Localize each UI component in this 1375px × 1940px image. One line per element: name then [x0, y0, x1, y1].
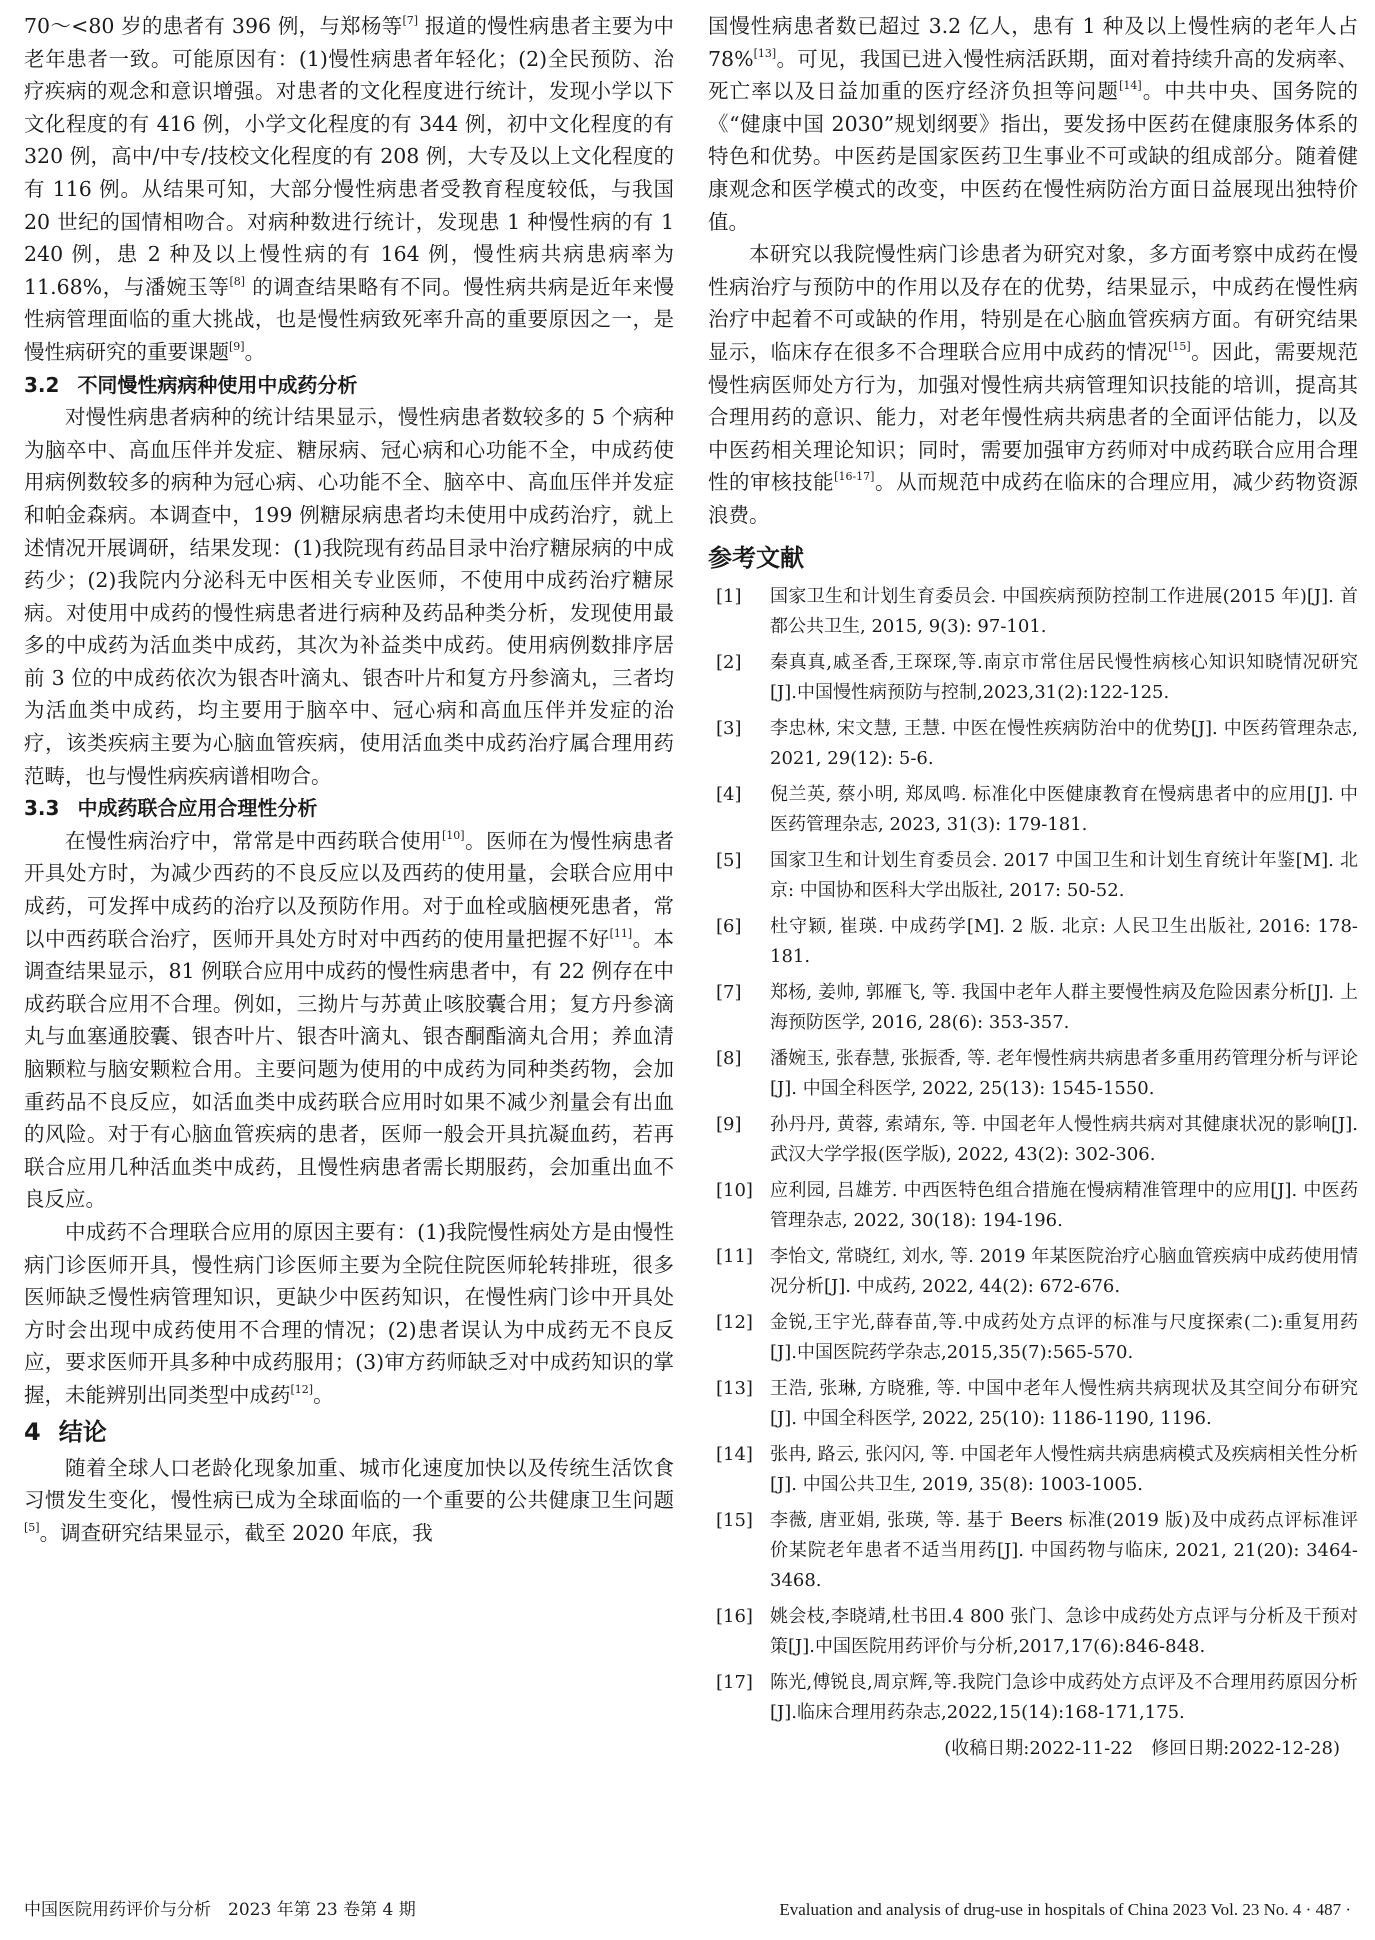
reference-text: 倪兰英, 蔡小明, 郑凤鸣. 标准化中医健康教育在慢病患者中的应用[J]. 中医药管理杂志, 2023, 31(3): 179-181. — [770, 783, 1358, 835]
citation-marker: [12] — [290, 1382, 314, 1396]
reference-number: [16] — [716, 1605, 753, 1627]
reference-text: 姚会枝,李晓靖,杜书田.4 800 张门、急诊中成药处方点评与分析及干预对策[J].中国医院用药评价与分析,2017,17(6):846-848. — [770, 1605, 1358, 1657]
section-number: 3.2 — [24, 372, 60, 397]
reference-item — [708, 1044, 1358, 1104]
reference-text: 李怡文, 常晓红, 刘水, 等. 2019 年某医院治疗心脑血管疾病中成药使用情况分析[J]. 中成药, 2022, 44(2): 672-676. — [770, 1245, 1358, 1297]
section-heading-4 — [24, 1412, 674, 1452]
reference-number: [6] — [716, 915, 742, 937]
reference-text: 郑杨, 姜帅, 郭雁飞, 等. 我国中老年人群主要慢性病及危险因素分析[J]. 上海预防医学, 2016, 28(6): 353-357. — [770, 981, 1358, 1033]
citation-marker: [13] — [753, 46, 777, 60]
reference-text: 王浩, 张琳, 方晓雅, 等. 中国中老年人慢性病共病现状及其空间分布研究[J]. 中国全科医学, 2022, 25(10): 1186-1190, 1196. — [770, 1377, 1358, 1429]
intro-paragraph: 70～<80 岁的患者有 396 例，与郑杨等[7] 报道的慢性病患者主要为中老年患者一致。可能原因有：(1)慢性病患者年轻化；(2)全民预防、治疗疾病的观念和意识增强。对患者的文化程度进行统计，发现小学以下文化程度的有 416 例，小学文化程度的有 344 例，初中文化程度的有 320 例，高中/中专/技校文化程度的有 208 例，大专及以上文化程度的有 116 例。从结果可知，大部分慢性病患者受教育程度较低，与我国 20 世纪的国情相吻合。对病种数进行统计，发现患 1 种慢性病的有 1 240 例，患 2 种及以上慢性病的有 164 例，慢性病共病患病率为 11.68%，与潘婉玉等[8] 的调查结果略有不同。慢性病共病是近年来慢性病管理面临的重大挑战，也是慢性病致死率升高的重要原因之一，是慢性病研究的重要课题[9]。 — [24, 14, 675, 364]
reference-text: 陈光,傅锐良,周京辉,等.我院门急诊中成药处方点评及不合理用药原因分析[J].临床合理用药杂志,2022,15(14):168-171,175. — [770, 1671, 1358, 1723]
citation-marker: [8] — [229, 274, 246, 288]
citation-marker: [15] — [1168, 339, 1191, 353]
reference-item — [708, 1242, 1358, 1302]
section-title: 结论 — [58, 1417, 107, 1446]
paragraph-3-3-b: 中成药不合理联合应用的原因主要有：(1)我院慢性病处方是由慢性病门诊医师开具，慢性病门诊医师主要为全院住院医师轮转排班，很多医师缺乏慢性病管理知识，更缺少中医药知识，在慢性病门诊中开具处方时会出现中成药使用不合理的情况；(2)患者误认为中成药无不良反应，要求医师开具多种中成药服用；(3)审方药师缺乏对中成药知识的掌握，未能辨别出同类型中成药[12]。 — [24, 1219, 674, 1407]
citation-marker: [7] — [402, 14, 419, 27]
citation-marker: [11] — [609, 926, 633, 940]
reference-item — [708, 1668, 1358, 1728]
reference-number: [12] — [716, 1311, 753, 1333]
reference-item — [708, 1602, 1358, 1662]
reference-item — [708, 582, 1358, 642]
study-paragraph: 本研究以我院慢性病门诊患者为研究对象，多方面考察中成药在慢性病治疗与预防中的作用以及存在的优势，结果显示，中成药在慢性病治疗中起着不可或缺的作用，特别是在心脑血管疾病方面。有研究结果显示，临床存在很多不合理联合应用中成药的情况[15]。因此，需要规范慢性病医师处方行为，加强对慢性病共病管理知识技能的培训，提高其合理用药的意识、能力，对老年慢性病共病患者的全面评估能力，以及中医药相关理论知识；同时，需要加强审方药师对中成药联合应用合理性的审核技能[16-17]。从而规范中成药在临床的合理应用，减少药物资源浪费。 — [708, 242, 1359, 527]
reference-text: 应利园, 吕雄芳. 中西医特色组合措施在慢病精准管理中的应用[J]. 中医药管理杂志, 2022, 30(18): 194-196. — [770, 1179, 1358, 1231]
paragraph-4: 随着全球人口老龄化现象加重、城市化速度加快以及传统生活饮食习惯发生变化，慢性病已成为全球面临的一个重要的公共健康卫生问题[5]。调查研究结果显示，截至 2020 年底，我 — [24, 1455, 674, 1545]
reference-number: [10] — [716, 1179, 753, 1201]
reference-number: [3] — [716, 717, 742, 739]
journal-name-en-page-number: Evaluation and analysis of drug-use in hospitals of China 2023 Vol. 23 No. 4 · 487 · — [779, 1900, 1351, 1919]
reference-text: 秦真真,戚圣香,王琛琛,等.南京市常住居民慢性病核心知识知晓情况研究[J].中国慢性病预防与控制,2023,31(2):122-125. — [770, 651, 1358, 703]
left-column — [24, 10, 674, 1549]
reference-number: [4] — [716, 783, 742, 805]
journal-name-cn: 中国医院用药评价与分析 2023 年第 23 卷第 4 期 — [24, 1900, 416, 1920]
reference-item — [708, 1374, 1358, 1434]
reference-number: [8] — [716, 1047, 742, 1069]
reference-item — [708, 978, 1358, 1038]
paragraph-3-2: 对慢性病患者病种的统计结果显示，慢性病患者数较多的 5 个病种为脑卒中、高血压伴并发症、糖尿病、冠心病和心功能不全，中成药使用病例数较多的病种为冠心病、心功能不全、脑卒中、高血压伴并发症和帕金森病。本调查中，199 例糖尿病患者均未使用中成药治疗，就上述情况开展调研，结果发现：(1)我院现有药品目录中治疗糖尿病的中成药少；(2)我院内分泌科无中医相关专业医师，不使用中成药治疗糖尿病。对使用中成药的慢性病患者进行病种及药品种类分析，发现使用最多的中成药为活血类中成药，其次为补益类中成药。使用病例数排序居前 3 位的中成药依次为银杏叶滴丸、银杏叶片和复方丹参滴丸，三者均为活血类中成药，均主要用于脑卒中、冠心病和高血压伴并发症的治疗，该类疾病主要为心脑血管疾病，使用活血类中成药治疗属合理用药范畴，也与慢性病疾病谱相吻合。 — [24, 405, 674, 788]
reference-item — [708, 1176, 1358, 1236]
reference-number: [1] — [716, 585, 742, 607]
reference-text: 张冉, 路云, 张闪闪, 等. 中国老年人慢性病共病患病模式及疾病相关性分析[J]. 中国公共卫生, 2019, 35(8): 1003-1005. — [770, 1443, 1358, 1495]
received-revised-dates: (收稿日期:2022-11-22 修回日期:2022-12-28) — [944, 1737, 1340, 1759]
reference-item — [708, 714, 1358, 774]
reference-text: 金锐,王宇光,薛春苗,等.中成药处方点评的标准与尺度探索(二):重复用药[J].中国医院药学杂志,2015,35(7):565-570. — [770, 1311, 1358, 1363]
reference-number: [14] — [716, 1443, 753, 1465]
reference-text: 李薇, 唐亚娟, 张瑛, 等. 基于 Beers 标准(2019 版)及中成药点评标准评价某院老年患者不适当用药[J]. 中国药物与临床, 2021, 21(20): 3464-3468. — [770, 1509, 1358, 1591]
citation-marker: [14] — [1119, 79, 1142, 93]
reference-item — [708, 648, 1358, 708]
reference-text: 国家卫生和计划生育委员会. 2017 中国卫生和计划生育统计年鉴[M]. 北京: 中国协和医科大学出版社, 2017: 50-52. — [770, 849, 1358, 901]
continued-paragraph: 国慢性病患者数已超过 3.2 亿人，患有 1 种及以上慢性病的老年人占 78%[13]。可见，我国已进入慢性病活跃期，面对着持续升高的发病率、死亡率以及日益加重的医疗经济负担等问题[14]。中共中央、国务院的《“健康中国 2030”规划纲要》指出，要发扬中医药在健康服务体系的特色和优势。中医药是国家医药卫生事业不可或缺的组成部分。随着健康观念和医学模式的改变，中医药在慢性病防治方面日益展现出独特价值。 — [708, 14, 1359, 234]
reference-text: 杜守颖, 崔瑛. 中成药学[M]. 2 版. 北京: 人民卫生出版社, 2016: 178-181. — [770, 915, 1358, 967]
reference-number: [15] — [716, 1509, 753, 1531]
reference-item — [708, 780, 1358, 840]
reference-number: [7] — [716, 981, 742, 1003]
reference-item — [708, 1110, 1358, 1170]
section-title: 不同慢性病病种使用中成药分析 — [77, 372, 358, 397]
citation-marker: [16-17] — [834, 470, 875, 484]
reference-item — [708, 846, 1358, 906]
reference-item — [708, 1308, 1358, 1368]
reference-number: [11] — [716, 1245, 753, 1267]
reference-number: [5] — [716, 849, 742, 871]
section-heading-3-3 — [24, 792, 674, 825]
reference-text: 李忠林, 宋文慧, 王慧. 中医在慢性疾病防治中的优势[J]. 中医药管理杂志, 2021, 29(12): 5-6. — [770, 717, 1358, 769]
citation-marker: [5] — [24, 1520, 40, 1534]
reference-number: [17] — [716, 1671, 753, 1693]
reference-item — [708, 1440, 1358, 1500]
reference-number: [2] — [716, 651, 742, 673]
reference-text: 孙丹丹, 黄蓉, 索靖东, 等. 中国老年人慢性病共病对其健康状况的影响[J]. 武汉大学学报(医学版), 2022, 43(2): 302-306. — [770, 1113, 1358, 1165]
paragraph-3-3-a: 在慢性病治疗中，常常是中西药联合使用[10]。医师在为慢性病患者开具处方时，为减少西药的不良反应以及西药的使用量，会联合应用中成药，可发挥中成药的治疗以及预防作用。对于血栓或脑梗死患者，常以中西药联合治疗，医师开具处方时对中西药的使用量把握不好[11]。本调查结果显示，81 例联合应用中成药的慢性病患者中，有 22 例存在中成药联合应用不合理。例如，三拗片与苏黄止咳胶囊合用；复方丹参滴丸与血塞通胶囊、银杏叶片、银杏叶滴丸、银杏酮酯滴丸合用；养血清脑颗粒与脑安颗粒合用。主要问题为使用的中成药为同种类药物，会加重药品不良反应，如活血类中成药联合应用时如果不减少剂量会有出血的风险。对于有心脑血管疾病的患者，医师一般会开具抗凝血药，若再联合应用几种活血类中成药，且慢性病患者需长期服药，会加重出血不良反应。 — [24, 828, 675, 1212]
section-heading-3-2 — [24, 369, 674, 402]
section-number: 4 — [24, 1417, 41, 1446]
reference-number: [9] — [716, 1113, 742, 1135]
reference-number: [13] — [716, 1377, 753, 1399]
references-heading: 参考文献 — [708, 543, 804, 572]
reference-list — [708, 582, 1358, 1728]
reference-item — [708, 1506, 1358, 1596]
reference-item — [708, 912, 1358, 972]
reference-text: 国家卫生和计划生育委员会. 中国疾病预防控制工作进展(2015 年)[J]. 首都公共卫生, 2015, 9(3): 97-101. — [770, 585, 1358, 637]
citation-marker: [9] — [229, 339, 245, 353]
right-column — [708, 10, 1358, 1764]
section-number: 3.3 — [24, 796, 60, 821]
reference-text: 潘婉玉, 张春慧, 张振香, 等. 老年慢性病共病患者多重用药管理分析与评论[J]. 中国全科医学, 2022, 25(13): 1545-1550. — [770, 1047, 1358, 1099]
section-title: 中成药联合应用合理性分析 — [77, 796, 318, 821]
citation-marker: [10] — [441, 828, 465, 842]
